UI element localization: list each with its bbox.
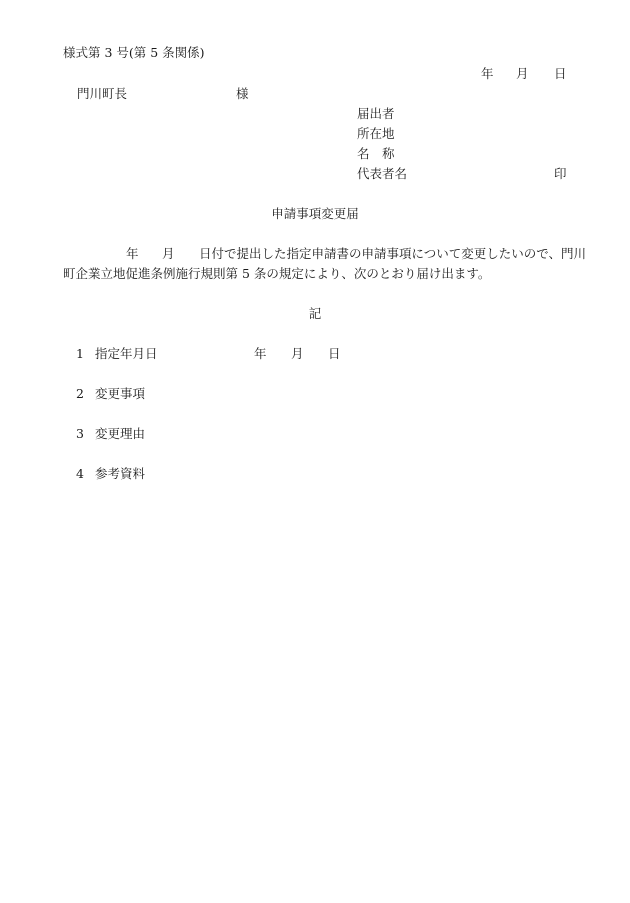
item-date-day-label: 日 bbox=[328, 346, 341, 361]
body-line2-text: 町企業立地促進条例施行規則第 5 条の規定により、次のとおり届け出ます。 bbox=[63, 266, 491, 281]
addressee-name: 門川町長 bbox=[77, 86, 128, 101]
item-label: 変更理由 bbox=[95, 426, 146, 441]
applicant-name-label: 名 称 bbox=[357, 146, 395, 161]
date-year-label: 年 bbox=[481, 66, 494, 81]
item-number: 1 bbox=[76, 346, 84, 361]
item-number: 2 bbox=[76, 386, 84, 401]
document-title: 申請事項変更届 bbox=[271, 206, 359, 221]
note-heading: 記 bbox=[308, 306, 322, 321]
addressee-honorific: 様 bbox=[236, 86, 249, 101]
item-date-year-label: 年 bbox=[254, 346, 267, 361]
date-month-label: 月 bbox=[516, 66, 529, 81]
body-month-label: 月 bbox=[162, 246, 175, 261]
applicant-label: 届出者 bbox=[357, 106, 395, 121]
body-year-label: 年 bbox=[126, 246, 139, 261]
item-date-month-label: 月 bbox=[291, 346, 304, 361]
item-number: 3 bbox=[76, 426, 84, 441]
applicant-address-label: 所在地 bbox=[357, 126, 395, 141]
seal-mark: 印 bbox=[554, 166, 567, 181]
form-number: 様式第 3 号(第 5 条関係) bbox=[63, 45, 205, 60]
item-label: 参考資料 bbox=[95, 466, 146, 481]
body-line1-text: 日付で提出した指定申請書の申請事項について変更したいので、門川 bbox=[199, 246, 587, 261]
item-number: 4 bbox=[76, 466, 84, 481]
date-day-label: 日 bbox=[554, 66, 567, 81]
applicant-representative-label: 代表者名 bbox=[357, 166, 408, 181]
item-label: 変更事項 bbox=[95, 386, 146, 401]
item-label: 指定年月日 bbox=[95, 346, 158, 361]
